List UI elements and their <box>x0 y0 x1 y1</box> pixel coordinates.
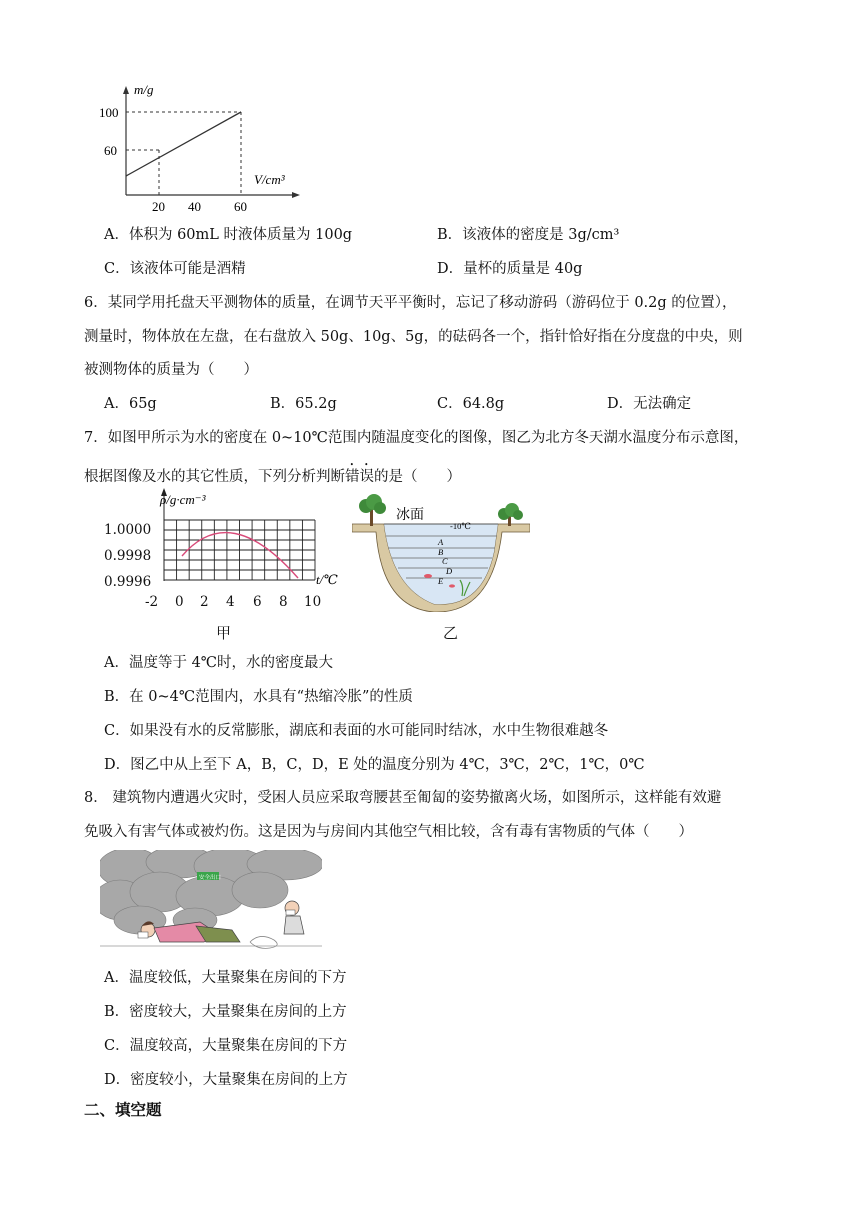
q6-option-b[interactable]: B．65.2g <box>270 396 337 412</box>
q6-stem-line-1: 6．某同学用托盘天平测物体的质量，在调节天平平衡时，忘记了移动游码（游码位于 0.2g 的位置）， <box>84 295 737 311</box>
q8-option-c[interactable]: C．温度较高，大量聚集在房间的下方 <box>104 1038 348 1054</box>
q8-option-b[interactable]: B．密度较大，大量聚集在房间的上方 <box>104 1004 347 1020</box>
q6-option-a[interactable]: A．65g <box>104 396 157 412</box>
ice-label: 冰面 <box>396 508 424 523</box>
layer-c: C <box>442 556 448 566</box>
exit-sign-text: 安全出口 <box>199 875 222 881</box>
temp-tick-6: 6 <box>253 594 262 610</box>
fire-escape-illustration <box>100 850 322 955</box>
layer-b: B <box>438 547 444 557</box>
mass-volume-line <box>126 112 241 176</box>
mass-volume-graph <box>96 80 306 215</box>
density-temperature-chart <box>138 488 353 610</box>
section-title-fill-in: 二、填空题 <box>84 1101 162 1119</box>
temperature-axis-label: t/℃ <box>316 572 338 587</box>
q6-stem-line-2: 测量时，物体放在左盘，在右盘放入 50g、10g、5g，的砝码各一个，指针恰好指在分度盘的中央，则 <box>84 329 743 345</box>
layer-d: D <box>446 566 453 576</box>
temp-tick-10: 10 <box>304 594 322 610</box>
q5-option-a[interactable]: A．体积为 60mL 时液体质量为 100g <box>104 227 353 243</box>
lake-temperature-diagram <box>352 492 530 612</box>
q5-option-c[interactable]: C．该液体可能是酒精 <box>104 261 246 277</box>
y-tick-60: 60 <box>104 143 117 158</box>
temp-tick-4: 4 <box>226 594 235 610</box>
x-tick-20: 20 <box>152 199 165 214</box>
density-curve <box>182 533 298 578</box>
x-tick-40: 40 <box>188 199 201 214</box>
caption-yi: 乙 <box>443 624 459 642</box>
temp-tick-2: 2 <box>200 594 209 610</box>
q7-stem-line-2-pre: 根据图像及水的其它性质，下列分析判断 <box>84 469 345 485</box>
q7-option-c[interactable]: C．如果没有水的反常膨胀，湖底和表面的水可能同时结冰，水中生物很难越冬 <box>104 723 609 739</box>
q6-stem-line-3: 被测物体的质量为（ ） <box>84 362 258 378</box>
x-tick-60: 60 <box>234 199 247 214</box>
density-tick-3: 0.9996 <box>104 574 152 590</box>
x-axis-label: V/cm³ <box>254 172 285 187</box>
density-tick-2: 0.9998 <box>104 548 152 564</box>
y-axis-label: m/g <box>134 82 154 97</box>
q8-stem-line-2: 免吸入有害气体或被灼伤。这是因为与房间内其他空气相比较，含有毒有害物质的气体（ ） <box>84 824 693 840</box>
q5-option-b[interactable]: B．该液体的密度是 3g/cm³ <box>437 227 620 243</box>
q5-option-d[interactable]: D．量杯的质量是 40g <box>437 261 583 277</box>
q7-stem-line-2-post: 的是（ ） <box>374 469 461 485</box>
q8-stem-line-1: 8． 建筑物内遭遇火灾时，受困人员应采取弯腰甚至匍匐的姿势撤离火场，如图所示，这样能有效避 <box>84 790 722 806</box>
layer-a: A <box>438 537 444 547</box>
temp-tick-n2: -2 <box>145 594 159 610</box>
density-tick-1: 1.0000 <box>104 522 152 538</box>
q8-option-a[interactable]: A．温度较低，大量聚集在房间的下方 <box>104 970 347 986</box>
layer-e: E <box>438 576 444 586</box>
temp-tick-8: 8 <box>279 594 288 610</box>
fish-icon <box>424 574 432 578</box>
q6-option-d[interactable]: D．无法确定 <box>607 396 692 412</box>
y-tick-100: 100 <box>99 105 119 120</box>
temp-tick-0: 0 <box>175 594 184 610</box>
q6-option-c[interactable]: C．64.8g <box>437 396 505 412</box>
q8-option-d[interactable]: D．密度较小，大量聚集在房间的上方 <box>104 1072 348 1088</box>
density-axis-label: ρ/g·cm⁻³ <box>160 492 206 507</box>
q7-option-a[interactable]: A．温度等于 4℃时，水的密度最大 <box>104 655 334 671</box>
q7-option-b[interactable]: B．在 0~4℃范围内，水具有“热缩冷胀”的性质 <box>104 689 413 705</box>
q7-stem-line-2 <box>84 461 461 487</box>
caption-jia: 甲 <box>216 624 232 642</box>
q7-option-d[interactable]: D．图乙中从上至下 A，B，C，D，E 处的温度分别为 4℃，3℃，2℃，1℃，0℃ <box>104 757 645 773</box>
q7-stem-line-1: 7．如图甲所示为水的密度在 0~10℃范围内随温度变化的图像，图乙为北方冬天湖水温度分布示意图， <box>84 430 749 446</box>
air-temperature-label: -10℃ <box>450 521 471 531</box>
q7-stem-emphasis: 错误 <box>345 469 374 485</box>
